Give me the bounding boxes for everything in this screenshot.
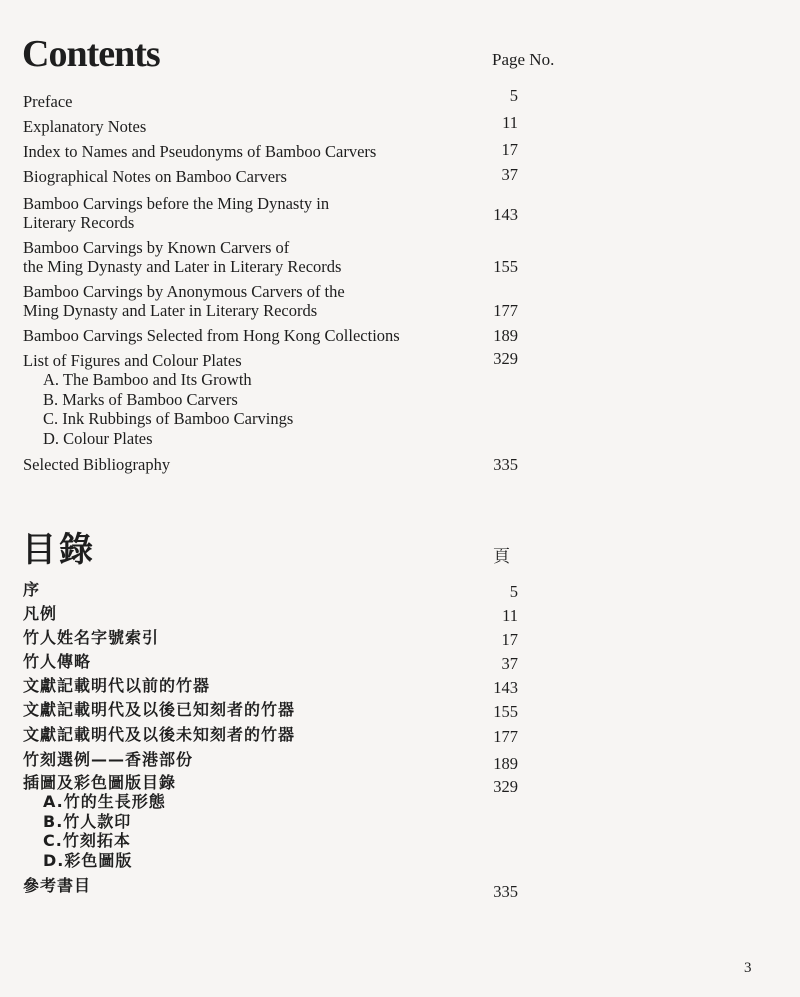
toc-entry-index-names: [23, 142, 523, 161]
toc-entry-label: 凡例: [23, 604, 58, 623]
toc-zh-entry: [23, 652, 523, 671]
toc-entry-page: 329: [493, 777, 518, 796]
toc-entry-page: 143: [493, 678, 518, 697]
toc-zh-entry: [23, 750, 523, 773]
toc-entry-page: 37: [501, 654, 518, 673]
toc-zh-entry: [23, 628, 523, 647]
toc-entry-page: 17: [501, 140, 518, 159]
toc-entry-page: 5: [509, 86, 518, 105]
toc-entry-label: Selected Bibliography: [23, 455, 171, 474]
toc-entry-label-line2: Ming Dynasty and Later in Literary Records: [23, 301, 318, 320]
english-toc: [23, 86, 523, 474]
toc-entry-label: 插圖及彩色圖版目錄: [23, 773, 177, 792]
toc-entry-page: 189: [493, 754, 518, 773]
toc-entry-label: 文獻記載明代及以後已知刻者的竹器: [23, 700, 296, 719]
toc-entry-biographical-notes: [23, 167, 523, 186]
toc-subentry: D. Colour Plates: [43, 428, 153, 448]
toc-entry-page: 155: [493, 702, 518, 721]
toc-zh-entry: [23, 773, 523, 796]
toc-entry-explanatory-notes: [23, 113, 523, 136]
toc-entry-label-line1: Bamboo Carvings before the Ming Dynasty in: [23, 194, 330, 213]
toc-entry-page: 335: [493, 882, 518, 901]
toc-entry-page: 11: [502, 113, 518, 132]
toc-entry-figures-plates: [23, 351, 523, 370]
toc-entry-anonymous-carvers: [23, 282, 523, 320]
toc-entry-page: 37: [501, 165, 518, 184]
toc-zh-entry: [23, 604, 523, 623]
toc-zh-entry: [23, 676, 523, 695]
toc-entry-before-ming: [23, 194, 523, 232]
toc-entry-page: 17: [501, 630, 518, 649]
toc-entry-page: 11: [502, 606, 518, 625]
toc-entry-page: 329: [493, 349, 518, 368]
toc-entry-known-carvers: [23, 238, 523, 276]
toc-entry-label: 文獻記載明代以前的竹器: [23, 676, 211, 695]
toc-entry-label: Biographical Notes on Bamboo Carvers: [23, 167, 287, 186]
toc-zh-subentry: C.竹刻拓本: [43, 831, 131, 850]
toc-entry-label: Index to Names and Pseudonyms of Bamboo Carvers: [23, 142, 377, 161]
toc-entry-page: 177: [493, 301, 518, 320]
toc-entry-label: Preface: [23, 92, 73, 111]
toc-entry-page: 155: [493, 257, 518, 276]
toc-entry-label-line2: Literary Records: [23, 213, 135, 232]
page-number-header: Page No.: [492, 50, 555, 69]
toc-entry-label: Explanatory Notes: [23, 117, 147, 136]
toc-entry-bibliography: [23, 455, 523, 474]
toc-zh-entry: [23, 700, 523, 719]
toc-entry-page: 335: [493, 455, 518, 474]
toc-entry-label: 竹刻選例——香港部份: [23, 750, 194, 769]
toc-entry-preface: [23, 86, 523, 111]
toc-zh-subentry: B.竹人款印: [43, 811, 132, 831]
toc-entry-label-line1: Bamboo Carvings by Anonymous Carvers of the: [23, 282, 345, 301]
toc-zh-entry: [23, 876, 523, 901]
toc-entry-label-line2: the Ming Dynasty and Later in Literary Records: [23, 257, 342, 276]
toc-entry-page: 5: [509, 582, 518, 601]
toc-entry-label-line1: Bamboo Carvings by Known Carvers of: [23, 238, 290, 257]
toc-zh-entry: [23, 725, 523, 744]
toc-zh-subentry: D.彩色圖版: [43, 850, 133, 870]
toc-subentry: A. The Bamboo and Its Growth: [43, 370, 252, 389]
chinese-page-header: 頁: [493, 547, 510, 566]
toc-entry-label: List of Figures and Colour Plates: [23, 351, 242, 370]
toc-entry-label: 竹人姓名字號索引: [23, 628, 160, 647]
toc-zh-subentry: A.竹的生長形態: [43, 792, 166, 811]
chinese-toc: [23, 580, 523, 901]
toc-entry-label: 文獻記載明代及以後未知刻者的竹器: [23, 725, 296, 744]
toc-entry-label: Bamboo Carvings Selected from Hong Kong Collections: [23, 326, 400, 345]
toc-zh-entry: [23, 580, 523, 599]
toc-entry-hong-kong-collections: [23, 326, 523, 345]
toc-entry-label: 參考書目: [23, 876, 92, 895]
page-folio: 3: [744, 960, 752, 976]
toc-entry-label: 竹人傳略: [23, 652, 92, 671]
toc-subentry: B. Marks of Bamboo Carvers: [43, 389, 238, 409]
contents-title: Contents: [22, 33, 160, 75]
toc-subentry: C. Ink Rubbings of Bamboo Carvings: [43, 409, 294, 428]
toc-entry-page: 177: [493, 727, 518, 746]
toc-entry-page: 189: [493, 326, 518, 345]
toc-entry-label: 序: [23, 580, 41, 599]
toc-entry-page: 143: [493, 205, 518, 224]
chinese-contents-title: 目錄: [22, 530, 96, 570]
